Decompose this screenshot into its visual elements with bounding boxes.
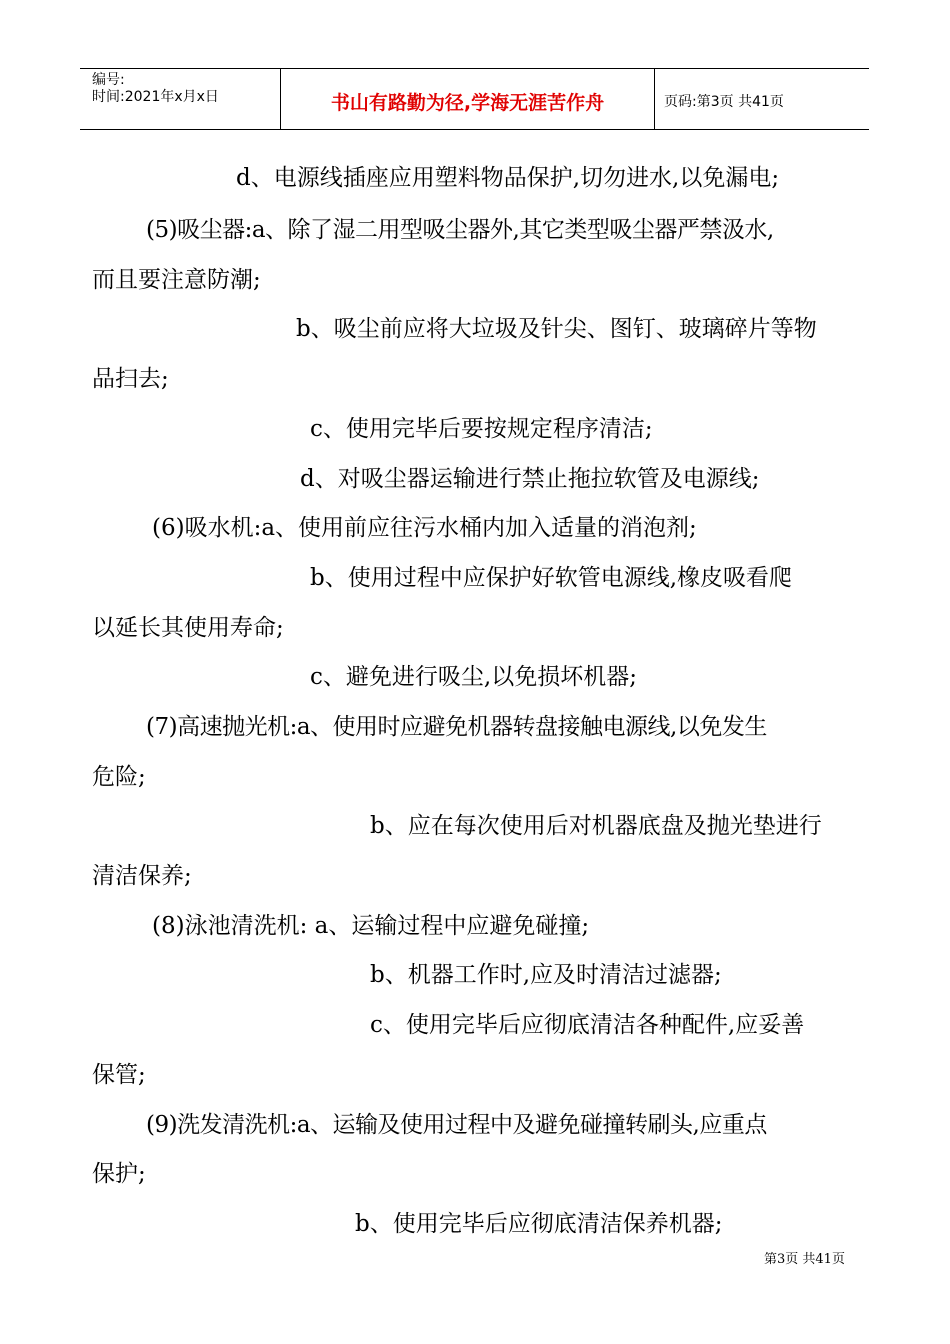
body-line: d、电源线插座应用塑料物品保护,切勿进水,以免漏电; (236, 165, 780, 191)
body-line: b、吸尘前应将大垃圾及针尖、图钉、玻璃碎片等物 (296, 316, 817, 342)
header-page-code: 页码:第3页 共41页 (664, 94, 784, 110)
header-motto-cell (280, 69, 655, 129)
body-line: 保护; (92, 1161, 146, 1187)
body-line: (9)洗发清洗机:a、运输及使用过程中及避免碰撞转刷头,应重点 (146, 1112, 767, 1138)
body-line: b、使用完毕后应彻底清洁保养机器; (355, 1211, 723, 1237)
document-time-label: 时间:2021年x月x日 (92, 89, 219, 105)
body-line: (8)泳池清洗机: a、运输过程中应避免碰撞; (152, 913, 590, 939)
body-line: (5)吸尘器:a、除了湿二用型吸尘器外,其它类型吸尘器严禁汲水, (146, 217, 774, 243)
body-line: b、应在每次使用后对机器底盘及抛光垫进行 (370, 813, 822, 839)
body-line: 品扫去; (92, 366, 169, 392)
document-number-label: 编号: (92, 72, 125, 88)
body-line: 危险; (92, 764, 146, 790)
body-line: c、使用完毕后要按规定程序清洁; (310, 416, 653, 442)
body-line: b、机器工作时,应及时清洁过滤器; (370, 962, 722, 988)
body-line: (7)高速抛光机:a、使用时应避免机器转盘接触电源线,以免发生 (146, 714, 767, 740)
body-line: 清洁保养; (92, 863, 192, 889)
body-line: c、使用完毕后应彻底清洁各种配件,应妥善 (370, 1012, 805, 1038)
body-line: (6)吸水机:a、使用前应往污水桶内加入适量的消泡剂; (152, 515, 697, 541)
body-line: c、避免进行吸尘,以免损坏机器; (310, 664, 637, 690)
header-info-cell (80, 69, 280, 129)
body-line: 保管; (92, 1062, 146, 1088)
body-line: 以延长其使用寿命; (92, 615, 284, 641)
header-page-cell (654, 69, 869, 129)
body-line: d、对吸尘器运输进行禁止拖拉软管及电源线; (300, 466, 760, 492)
body-line: 而且要注意防潮; (92, 267, 261, 293)
page-footer: 第3页 共41页 (764, 1252, 845, 1267)
body-line: b、使用过程中应保护好软管电源线,橡皮吸看爬 (310, 565, 793, 591)
header-motto: 书山有路勤为径,学海无涯苦作舟 (330, 92, 605, 114)
page-header (80, 68, 869, 130)
